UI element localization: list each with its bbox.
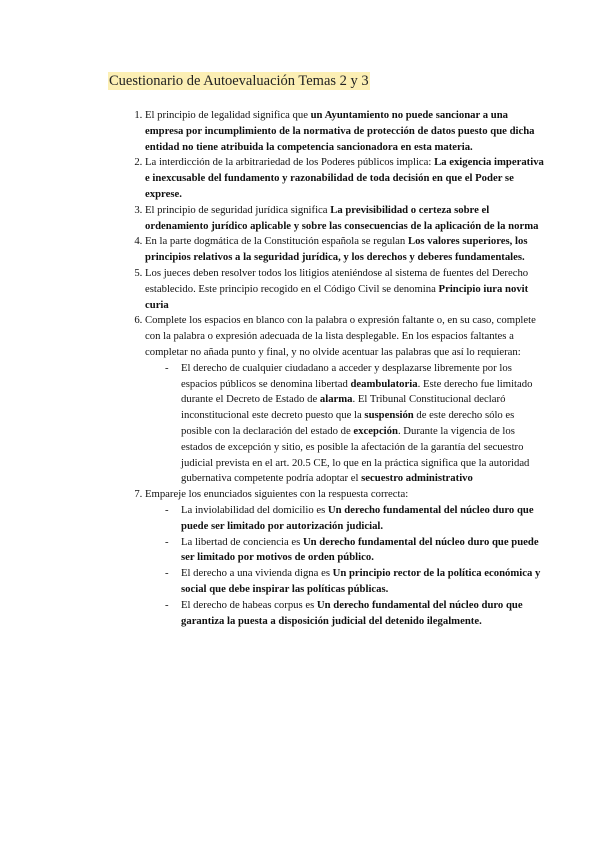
paragraph-text: . El Tribunal Constitucional declaró inconstitucional este decreto puesto que la xyxy=(181,393,506,422)
question-text: La interdicción de la arbitrariedad de los Poderes públicos implica: xyxy=(145,156,435,169)
question-text: Complete los espacios en blanco con la palabra o expresión faltante o, en su caso, complete con la palabra o expresión adecuada de la lista desplegable. En los espacios faltantes a completar no añada punto y final, y no olvide acentuar las palabras que así lo requieran: xyxy=(145,314,536,358)
answer-suspension: suspensión xyxy=(364,409,414,422)
matching-answer: Un derecho fundamental del núcleo duro que garantiza la puesta a disposición judicial del detenido ilegalmente. xyxy=(181,598,523,627)
matching-text: La libertad de conciencia es xyxy=(181,535,303,548)
question-6 xyxy=(145,313,547,487)
question-text: En la parte dogmática de la Constitución española se regulan xyxy=(145,235,408,248)
question-text: Empareje los enunciados siguientes con la respuesta correcta: xyxy=(145,488,409,501)
paragraph-text: . Este derecho fue limitado durante el Decreto de Estado de xyxy=(181,377,533,406)
question-answer: La previsibilidad o certeza sobre el ordenamiento jurídico aplicable y sobre las consecuencias de la aplicación de la norma xyxy=(145,203,539,232)
question-4 xyxy=(145,234,547,266)
question-text: El principio de seguridad jurídica significa xyxy=(145,203,331,216)
question-3 xyxy=(145,203,547,235)
paragraph-text: El derecho de cualquier ciudadano a acceder y desplazarse libremente por los espacios públicos se denomina libertad xyxy=(181,361,512,390)
question-list xyxy=(128,108,547,629)
answer-excepcion: excepción xyxy=(353,424,398,437)
answer-deambulatoria: deambulatoria xyxy=(350,377,418,390)
question-answer: un Ayuntamiento no puede sancionar a una empresa por incumplimiento de la normativa de protección de datos puesto que dicha entidad no tiene atribuida la competencia sancionadora en esta materia. xyxy=(145,109,535,153)
matching-item xyxy=(181,503,547,535)
paragraph-text: . Durante la vigencia de los estados de excepción y sitio, es posible la afectación de la garantía del secuestro judicial prevista en el art. 20.5 CE, lo que en la práctica significa que la autoridad gubernativa competente podría adoptar el xyxy=(181,424,530,485)
page-title: Cuestionario de Autoevaluación Temas 2 y 3 xyxy=(109,73,369,89)
matching-item xyxy=(181,566,547,598)
question-text: Los jueces deben resolver todos los litigios ateniéndose al sistema de fuentes del Derecho establecido. Este principio recogido en el Código Civil se denomina xyxy=(145,266,529,295)
paragraph-text: de este derecho sólo es posible con la declaración del estado de xyxy=(181,409,515,437)
question-answer: Los valores superiores, los principios relativos a la seguridad jurídica, y los derechos y deberes fundamentales. xyxy=(145,235,528,264)
matching-text: El derecho de habeas corpus es xyxy=(181,598,317,611)
question-2 xyxy=(145,155,547,202)
matching-text: El derecho a una vivienda digna es xyxy=(181,567,333,580)
question-answer: Principio iura novit curia xyxy=(145,282,529,311)
matching-item xyxy=(181,598,547,630)
matching-answer: Un derecho fundamental del núcleo duro que puede ser limitado por motivos de orden público. xyxy=(181,535,539,564)
question-1 xyxy=(145,108,547,155)
matching-list xyxy=(145,503,547,629)
fill-in-paragraph xyxy=(181,361,547,487)
question-5 xyxy=(145,266,547,313)
matching-answer: Un derecho fundamental del núcleo duro que puede ser limitado por autorización judicial. xyxy=(181,503,534,532)
question-text: El principio de legalidad significa que xyxy=(145,109,311,121)
matching-answer: Un principio rector de la política económica y social que debe inspirar las políticas públicas. xyxy=(181,567,541,595)
answer-secuestro: secuestro administrativo xyxy=(361,472,473,485)
fill-in-list xyxy=(145,361,547,487)
answer-alarma: alarma xyxy=(319,393,353,406)
matching-text: La inviolabilidad del domicilio es xyxy=(181,503,328,516)
matching-item xyxy=(181,535,547,567)
question-answer: La exigencia imperativa e inexcusable del fundamento y razonabilidad de toda decisión en que el Poder se exprese. xyxy=(145,156,544,200)
question-7 xyxy=(145,487,547,629)
